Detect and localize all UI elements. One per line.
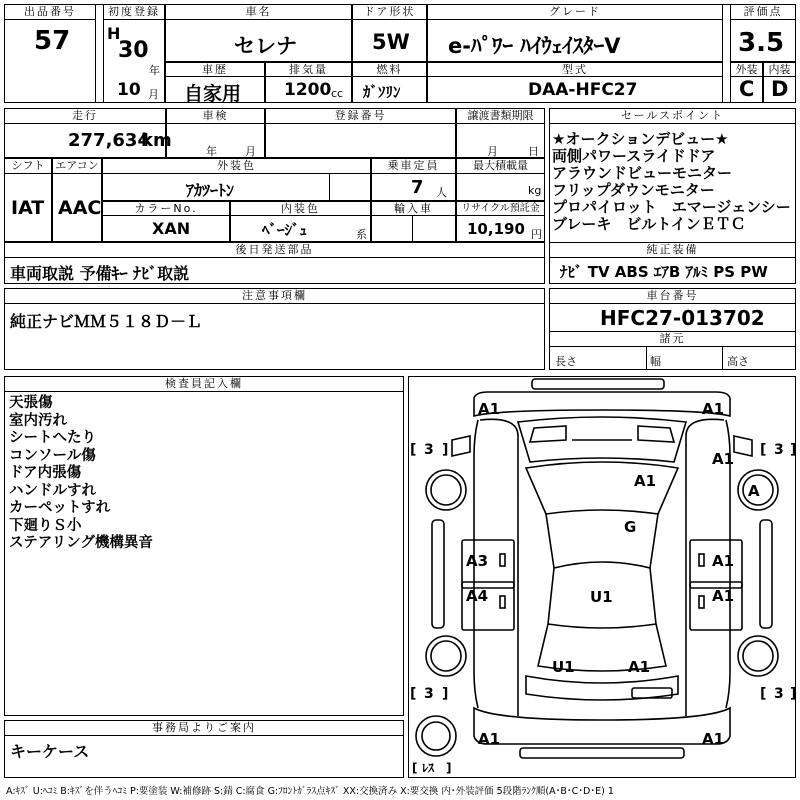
history-header: 車歴: [165, 62, 265, 77]
chassis-value: HFC27-013702: [600, 306, 765, 330]
inspector-notes-list: [9, 395, 153, 553]
int-color-value: ﾍﾞｰｼﾞｭ: [262, 221, 308, 239]
mark-front-door-left: A3: [466, 552, 489, 570]
mark-rear-door-right: A1: [712, 587, 735, 605]
history-value: 自家用: [184, 83, 242, 105]
mark-rear-bumper-right: A1: [702, 730, 725, 748]
mark-rear-left: U1: [552, 658, 575, 676]
recycle-value: 10,190: [467, 220, 525, 238]
equipment-header: 純正装備: [549, 242, 796, 258]
tire-rl-tread: 3: [424, 686, 434, 702]
capacity-header: 乗車定員: [371, 158, 456, 174]
ext-color-value: ｱｶﾂｰﾄﾝ: [186, 181, 235, 200]
spec-length-label: 長さ: [555, 355, 577, 368]
year-value: 30: [118, 38, 149, 63]
inspection-header: 車検: [166, 108, 265, 124]
sales-point-item: ブレーキ ビルトインＥＴＣ: [552, 215, 746, 233]
mark-rear-right: A1: [628, 658, 651, 676]
recycle-unit: 円: [531, 228, 542, 241]
shift-header: シフト: [4, 158, 52, 174]
fuel-value: ｶﾞｿﾘﾝ: [363, 83, 401, 101]
displacement-unit: cc: [331, 87, 344, 100]
door-value: 5W: [372, 30, 410, 54]
inspector-note-item: 下廻りＳ小: [9, 517, 82, 534]
max-load-unit: kg: [528, 184, 542, 197]
displacement-value: 1200: [284, 80, 332, 100]
tire-rl-bracket-open: [: [410, 686, 417, 702]
score-header: 評価点: [730, 4, 796, 20]
shift-value: IAT: [11, 197, 45, 219]
spare-bracket-open: [: [412, 761, 418, 775]
tire-fr-tread: 3: [774, 442, 784, 458]
tire-fr-bracket-close: ]: [790, 442, 796, 458]
exterior-header: 外装: [730, 62, 763, 77]
office-header: 事務局よりご案内: [4, 720, 404, 736]
mileage-unit: km: [141, 130, 172, 151]
mark-front-fender-right: A1: [712, 450, 735, 468]
max-load-header: 最大積載量: [456, 158, 545, 174]
tire-fl-bracket-open: [: [410, 442, 417, 458]
legend-text: A:ｷｽﾞ U:ﾍｺﾐ B:ｷｽﾞを伴うﾍｺﾐ P:要塗装 W:補修跡 S:錆 C:腐食 G:ﾌﾛﾝﾄｶﾞﾗｽ点ｷｽﾞ XX:交換済み X:要交換 内･外装評価 5段階ﾗﾝｸ順(A･B･C･D･E) 1: [6, 786, 614, 797]
notes-value: 純正ナビＭＭ５１８Ｄ－Ｌ: [10, 312, 203, 331]
car-name-value: セレナ: [234, 34, 297, 58]
inspector-note-item: 室内汚れ: [9, 412, 67, 429]
color-no-value: XAN: [152, 219, 191, 238]
ext-color-header: 外装色: [102, 158, 371, 174]
spec-height-label: 高さ: [727, 355, 749, 368]
interior-header: 内装: [763, 62, 796, 77]
inspector-note-item: ドア内張傷: [9, 465, 82, 481]
transfer-month-unit: 月: [487, 145, 498, 158]
sales-point-item: アラウンドビューモニター: [552, 164, 733, 182]
tire-rr-tread: 3: [774, 686, 784, 702]
first-reg-header: 初度登録: [103, 4, 165, 20]
inspector-note-item: 天張傷: [9, 395, 53, 411]
score-value: 3.5: [738, 28, 785, 58]
mark-rear-bumper-left: A1: [478, 730, 501, 748]
spec-width-label: 幅: [650, 355, 661, 368]
inspection-year-unit: 年: [206, 145, 217, 158]
door-header: ドア形状: [352, 4, 427, 20]
transfer-header: 譲渡書類期限: [456, 108, 545, 124]
aircon-value: AAC: [58, 197, 102, 219]
tire-fl-tread: 3: [424, 442, 434, 458]
car-name-header: 車名: [165, 4, 352, 20]
ext-color-extra-cell: [329, 173, 371, 201]
grade-header: グレード: [427, 4, 723, 20]
recycle-header: リサイクル預託金: [456, 201, 545, 216]
year-unit: 年: [149, 64, 160, 77]
tire-fl-bracket-close: ]: [442, 442, 449, 458]
sales-point-item: フリップダウンモニター: [552, 181, 715, 199]
interior-grade-value: D: [771, 77, 789, 101]
mark-roof: U1: [590, 588, 613, 606]
fuel-header: 燃料: [352, 62, 427, 77]
transfer-day-unit: 日: [528, 145, 539, 158]
inspection-month-unit: 月: [245, 145, 256, 158]
inspector-note-item: コンソール傷: [9, 447, 96, 464]
reg-no-cell: [265, 123, 456, 158]
inspector-header: 検査員記入欄: [4, 376, 404, 392]
model-header: 型式: [427, 62, 723, 77]
capacity-value: 7: [411, 177, 424, 198]
chassis-header: 車台番号: [549, 288, 796, 304]
inspector-note-item: ステアリング機構異音: [9, 535, 153, 551]
mark-front-bumper-left: A1: [478, 400, 501, 418]
tire-fr-bracket-open: [: [760, 442, 767, 458]
sales-point-item: ★オークションデビュー★: [552, 130, 729, 148]
inspector-note-item: ハンドルすれ: [9, 482, 96, 499]
reg-no-header: 登録番号: [265, 108, 456, 124]
office-value: キーケース: [10, 742, 90, 761]
shipping-header: 後日発送部品: [4, 242, 545, 258]
mark-front-door-right: A1: [712, 552, 735, 570]
mileage-header: 走行: [4, 108, 166, 124]
shipping-value: 車両取説 予備ｷｰ ﾅﾋﾞ取説: [10, 264, 190, 283]
car-damage-diagram: [408, 376, 796, 778]
aircon-header: エアコン: [52, 158, 102, 174]
spare-tire-label: ﾚｽ: [422, 761, 435, 775]
mark-windshield: G: [624, 518, 637, 536]
month-unit: 月: [148, 88, 159, 101]
lot-no-value: 57: [34, 26, 71, 56]
inspector-note-item: シートへたり: [9, 430, 96, 446]
month-value: 10: [117, 80, 141, 100]
mark-rear-door-left: A4: [466, 587, 489, 605]
tire-rr-bracket-close: ]: [790, 686, 796, 702]
notes-header: 注意事項欄: [4, 288, 545, 304]
exterior-grade-value: C: [739, 77, 755, 101]
sales-points-list: [552, 131, 791, 233]
int-color-header: 内装色: [230, 201, 371, 216]
mark-front-bumper-right: A1: [702, 400, 725, 418]
import-cell-b: [412, 215, 456, 242]
capacity-unit: 人: [436, 186, 447, 199]
equipment-value: ﾅﾋﾞ TV ABS ｴｱB ｱﾙﾐ PS PW: [560, 263, 768, 281]
color-no-header: カラーNo.: [102, 201, 230, 216]
sales-points-header: セールスポイント: [549, 108, 796, 124]
sales-point-item: 両側パワースライドドア: [552, 147, 716, 165]
int-color-suffix: 系: [356, 228, 367, 241]
inspector-note-item: カーペットすれ: [9, 500, 111, 516]
sales-point-item: プロパイロット エマージェンシー: [552, 198, 791, 216]
lot-no-header: 出品番号: [4, 4, 96, 20]
mileage-value: 277,634: [68, 130, 150, 151]
specs-header: 諸元: [549, 331, 796, 347]
tire-rl-bracket-close: ]: [442, 686, 449, 702]
spare-bracket-close: ]: [446, 761, 452, 775]
mark-hood: A1: [634, 472, 657, 490]
displacement-header: 排気量: [265, 62, 352, 77]
import-header: 輸入車: [371, 201, 456, 216]
grade-value: e-ﾊﾟﾜｰ ﾊｲｳｪｲｽﾀｰV: [448, 34, 621, 58]
mark-front-wheel-right: A: [748, 482, 760, 500]
era-value: H: [107, 24, 121, 43]
tire-rr-bracket-open: [: [760, 686, 767, 702]
model-value: DAA-HFC27: [528, 80, 638, 100]
import-cell-a: [371, 215, 413, 242]
